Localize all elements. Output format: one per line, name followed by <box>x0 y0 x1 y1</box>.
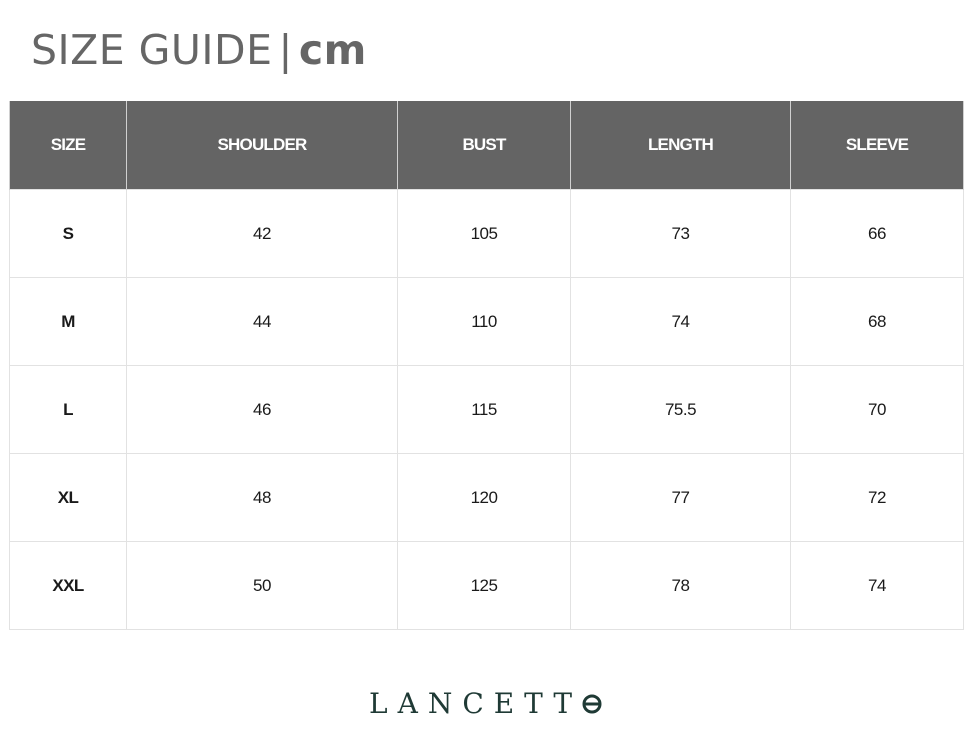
table-row <box>10 454 964 542</box>
table-row <box>10 190 964 278</box>
title-main: SIZE GUIDE <box>31 26 273 74</box>
length-cell: 75.5 <box>571 366 791 454</box>
shoulder-cell: 42 <box>127 190 398 278</box>
shoulder-cell: 44 <box>127 278 398 366</box>
length-cell: 74 <box>571 278 791 366</box>
page-title <box>31 22 367 78</box>
sleeve-cell: 66 <box>791 190 964 278</box>
logo-wordmark: LANCETT <box>369 686 583 720</box>
table-row <box>10 278 964 366</box>
table-header-row <box>10 101 964 190</box>
bust-cell: 125 <box>398 542 571 630</box>
sleeve-cell: 72 <box>791 454 964 542</box>
brand-logo <box>369 683 602 723</box>
size-cell: S <box>10 190 127 278</box>
column-header-size: SIZE <box>10 101 127 190</box>
size-cell: XL <box>10 454 127 542</box>
title-separator: | <box>278 26 293 74</box>
bust-cell: 110 <box>398 278 571 366</box>
length-cell: 73 <box>571 190 791 278</box>
size-cell: L <box>10 366 127 454</box>
column-header-bust: BUST <box>398 101 571 190</box>
size-cell: XXL <box>10 542 127 630</box>
length-cell: 77 <box>571 454 791 542</box>
title-unit: cm <box>298 26 367 74</box>
table-row <box>10 366 964 454</box>
sleeve-cell: 74 <box>791 542 964 630</box>
shoulder-cell: 46 <box>127 366 398 454</box>
column-header-shoulder: SHOULDER <box>127 101 398 190</box>
size-cell: M <box>10 278 127 366</box>
sleeve-cell: 70 <box>791 366 964 454</box>
logo-e-mark-icon <box>582 692 602 714</box>
column-header-sleeve: SLEEVE <box>791 101 964 190</box>
bust-cell: 120 <box>398 454 571 542</box>
shoulder-cell: 48 <box>127 454 398 542</box>
length-cell: 78 <box>571 542 791 630</box>
column-header-length: LENGTH <box>571 101 791 190</box>
table-row <box>10 542 964 630</box>
sleeve-cell: 68 <box>791 278 964 366</box>
bust-cell: 115 <box>398 366 571 454</box>
size-guide-table <box>9 101 964 630</box>
bust-cell: 105 <box>398 190 571 278</box>
shoulder-cell: 50 <box>127 542 398 630</box>
